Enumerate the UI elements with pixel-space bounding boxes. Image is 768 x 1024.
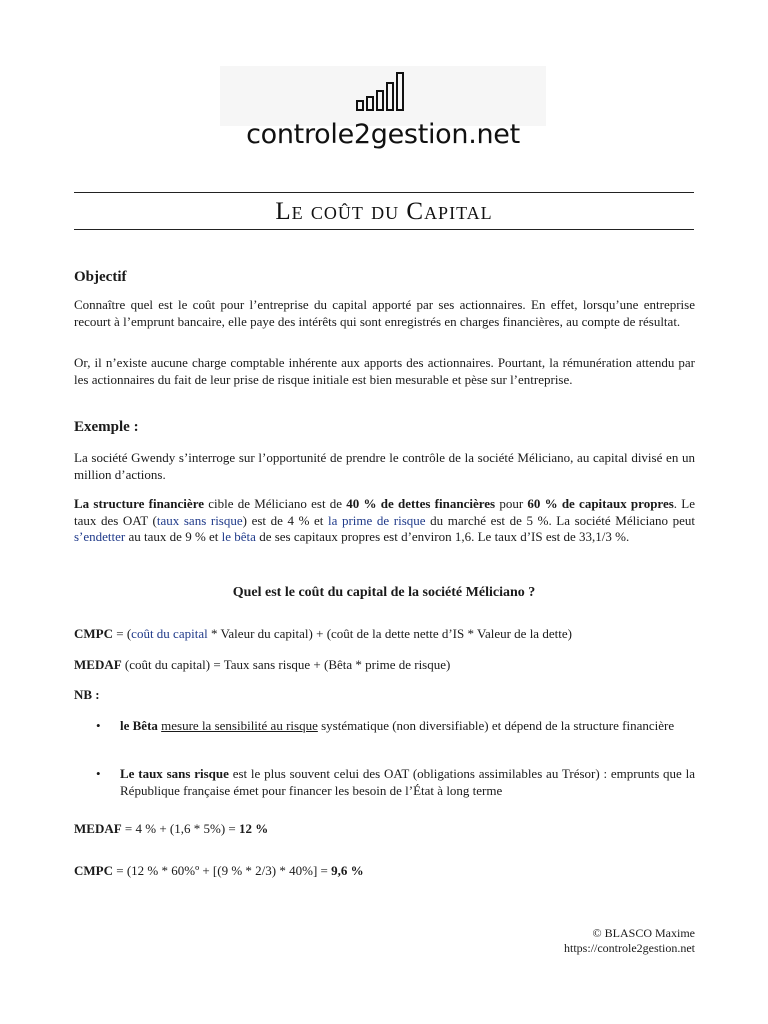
- text-span: (coût du capital) = Taux sans risque + (Bêta * prime de risque): [121, 657, 451, 672]
- medaf-result: 12 %: [238, 821, 269, 836]
- objectif-heading: Objectif: [74, 269, 127, 285]
- taux-sans-risque-link[interactable]: taux sans risque: [156, 512, 243, 528]
- text-span: * Valeur du capital) + (coût de la dette nette d’IS * Valeur de la dette): [207, 626, 572, 641]
- text-span: au taux de 9 % et: [125, 529, 222, 544]
- text-span: pour: [495, 496, 528, 511]
- page-title: Le coût du Capital: [275, 198, 493, 225]
- cmpc-label: CMPC: [74, 626, 113, 641]
- objectif-paragraph-2: Or, il n’existe aucune charge comptable inhérente aux apports des actionnaires. Pourtant, la rémunération attendu par les actionnaires du fait de leur prise de risque initiale est bien mesurable et pèse sur l’entreprise.: [74, 355, 695, 387]
- beta-bold: le Bêta: [120, 718, 158, 733]
- medaf-calculation: [74, 821, 695, 838]
- taux-bold: Le taux sans risque: [120, 766, 229, 781]
- text-span: . Le taux des OAT (: [74, 496, 695, 528]
- exemple-paragraph-2: [74, 496, 695, 546]
- capitaux-propres-text: 60 % de capitaux propres: [527, 496, 674, 511]
- logo-text: controle2gestion.net: [246, 119, 520, 150]
- text-span: de ses capitaux propres est d’environ 1,6. Le taux d’IS est de 33,1/3 %.: [255, 529, 630, 544]
- dettes-financieres-text: 40 % de dettes financières: [346, 496, 496, 511]
- text-span: du marché est de 5 %. La société Méliciano peut: [425, 512, 695, 528]
- text-span: est le plus souvent celui des OAT (obligations assimilables au Trésor) : emprunts que la République française émet pour financer les besoin de l’État à long terme: [120, 766, 696, 798]
- bullet-item-beta: [120, 718, 695, 735]
- le-beta-link[interactable]: le bêta: [221, 529, 256, 544]
- cmpc-calc-label: CMPC: [74, 863, 113, 878]
- exemple-paragraph-1: La société Gwendy s’interroge sur l’opportunité de prendre le contrôle de la société Méliciano, au capital divisé en un million d’actions.: [74, 450, 695, 482]
- footer-url[interactable]: https://controle2gestion.net: [564, 941, 695, 955]
- sendetter-link[interactable]: s’endetter: [74, 529, 126, 544]
- title-rule-top: [74, 192, 694, 193]
- cout-du-capital-link[interactable]: coût du capital: [131, 626, 208, 641]
- bar-chart-icon: [356, 70, 412, 112]
- question-heading: Quel est le coût du capital de la société Méliciano ?: [232, 585, 536, 600]
- medaf-calc-label: MEDAF: [74, 821, 122, 836]
- title-rule-bottom: [74, 229, 694, 230]
- nb-label: NB :: [74, 687, 100, 702]
- bullet-marker: •: [96, 766, 101, 781]
- text-span: = 4 % + (1,6 * 5%) =: [121, 821, 239, 836]
- cmpc-definition: [74, 626, 695, 643]
- bullet-marker: •: [96, 718, 101, 733]
- structure-financiere-text: La structure financière: [74, 496, 204, 511]
- footer-author: © BLASCO Maxime: [592, 926, 695, 940]
- medaf-definition: [74, 657, 695, 674]
- underlined-text: mesure la sensibilité au risque: [161, 718, 318, 733]
- cmpc-calculation: [74, 863, 695, 880]
- text-span: = (: [113, 626, 132, 641]
- logo: [220, 66, 546, 160]
- text-span: systématique (non diversifiable) et dépend de la structure financière: [317, 718, 675, 733]
- text-span: = (12 % * 60%º + [(9 % * 2/3) * 40%] =: [113, 863, 332, 878]
- exemple-heading: Exemple :: [74, 419, 139, 435]
- prime-de-risque-link[interactable]: la prime de risque: [328, 512, 426, 528]
- text-span: cible de Méliciano est de: [204, 496, 347, 511]
- text-span: ) est de 4 % et: [242, 512, 328, 528]
- medaf-label: MEDAF: [74, 657, 122, 672]
- cmpc-result: 9,6 %: [331, 863, 364, 878]
- bullet-item-taux: [120, 766, 695, 799]
- objectif-paragraph-1: Connaître quel est le coût pour l’entreprise du capital apporté par ses actionnaires. En effet, lorsqu’une entreprise recourt à l’emprunt bancaire, elle paye des intérêts qui sont enregistrés en charges financières, au compte de résultat.: [74, 297, 695, 329]
